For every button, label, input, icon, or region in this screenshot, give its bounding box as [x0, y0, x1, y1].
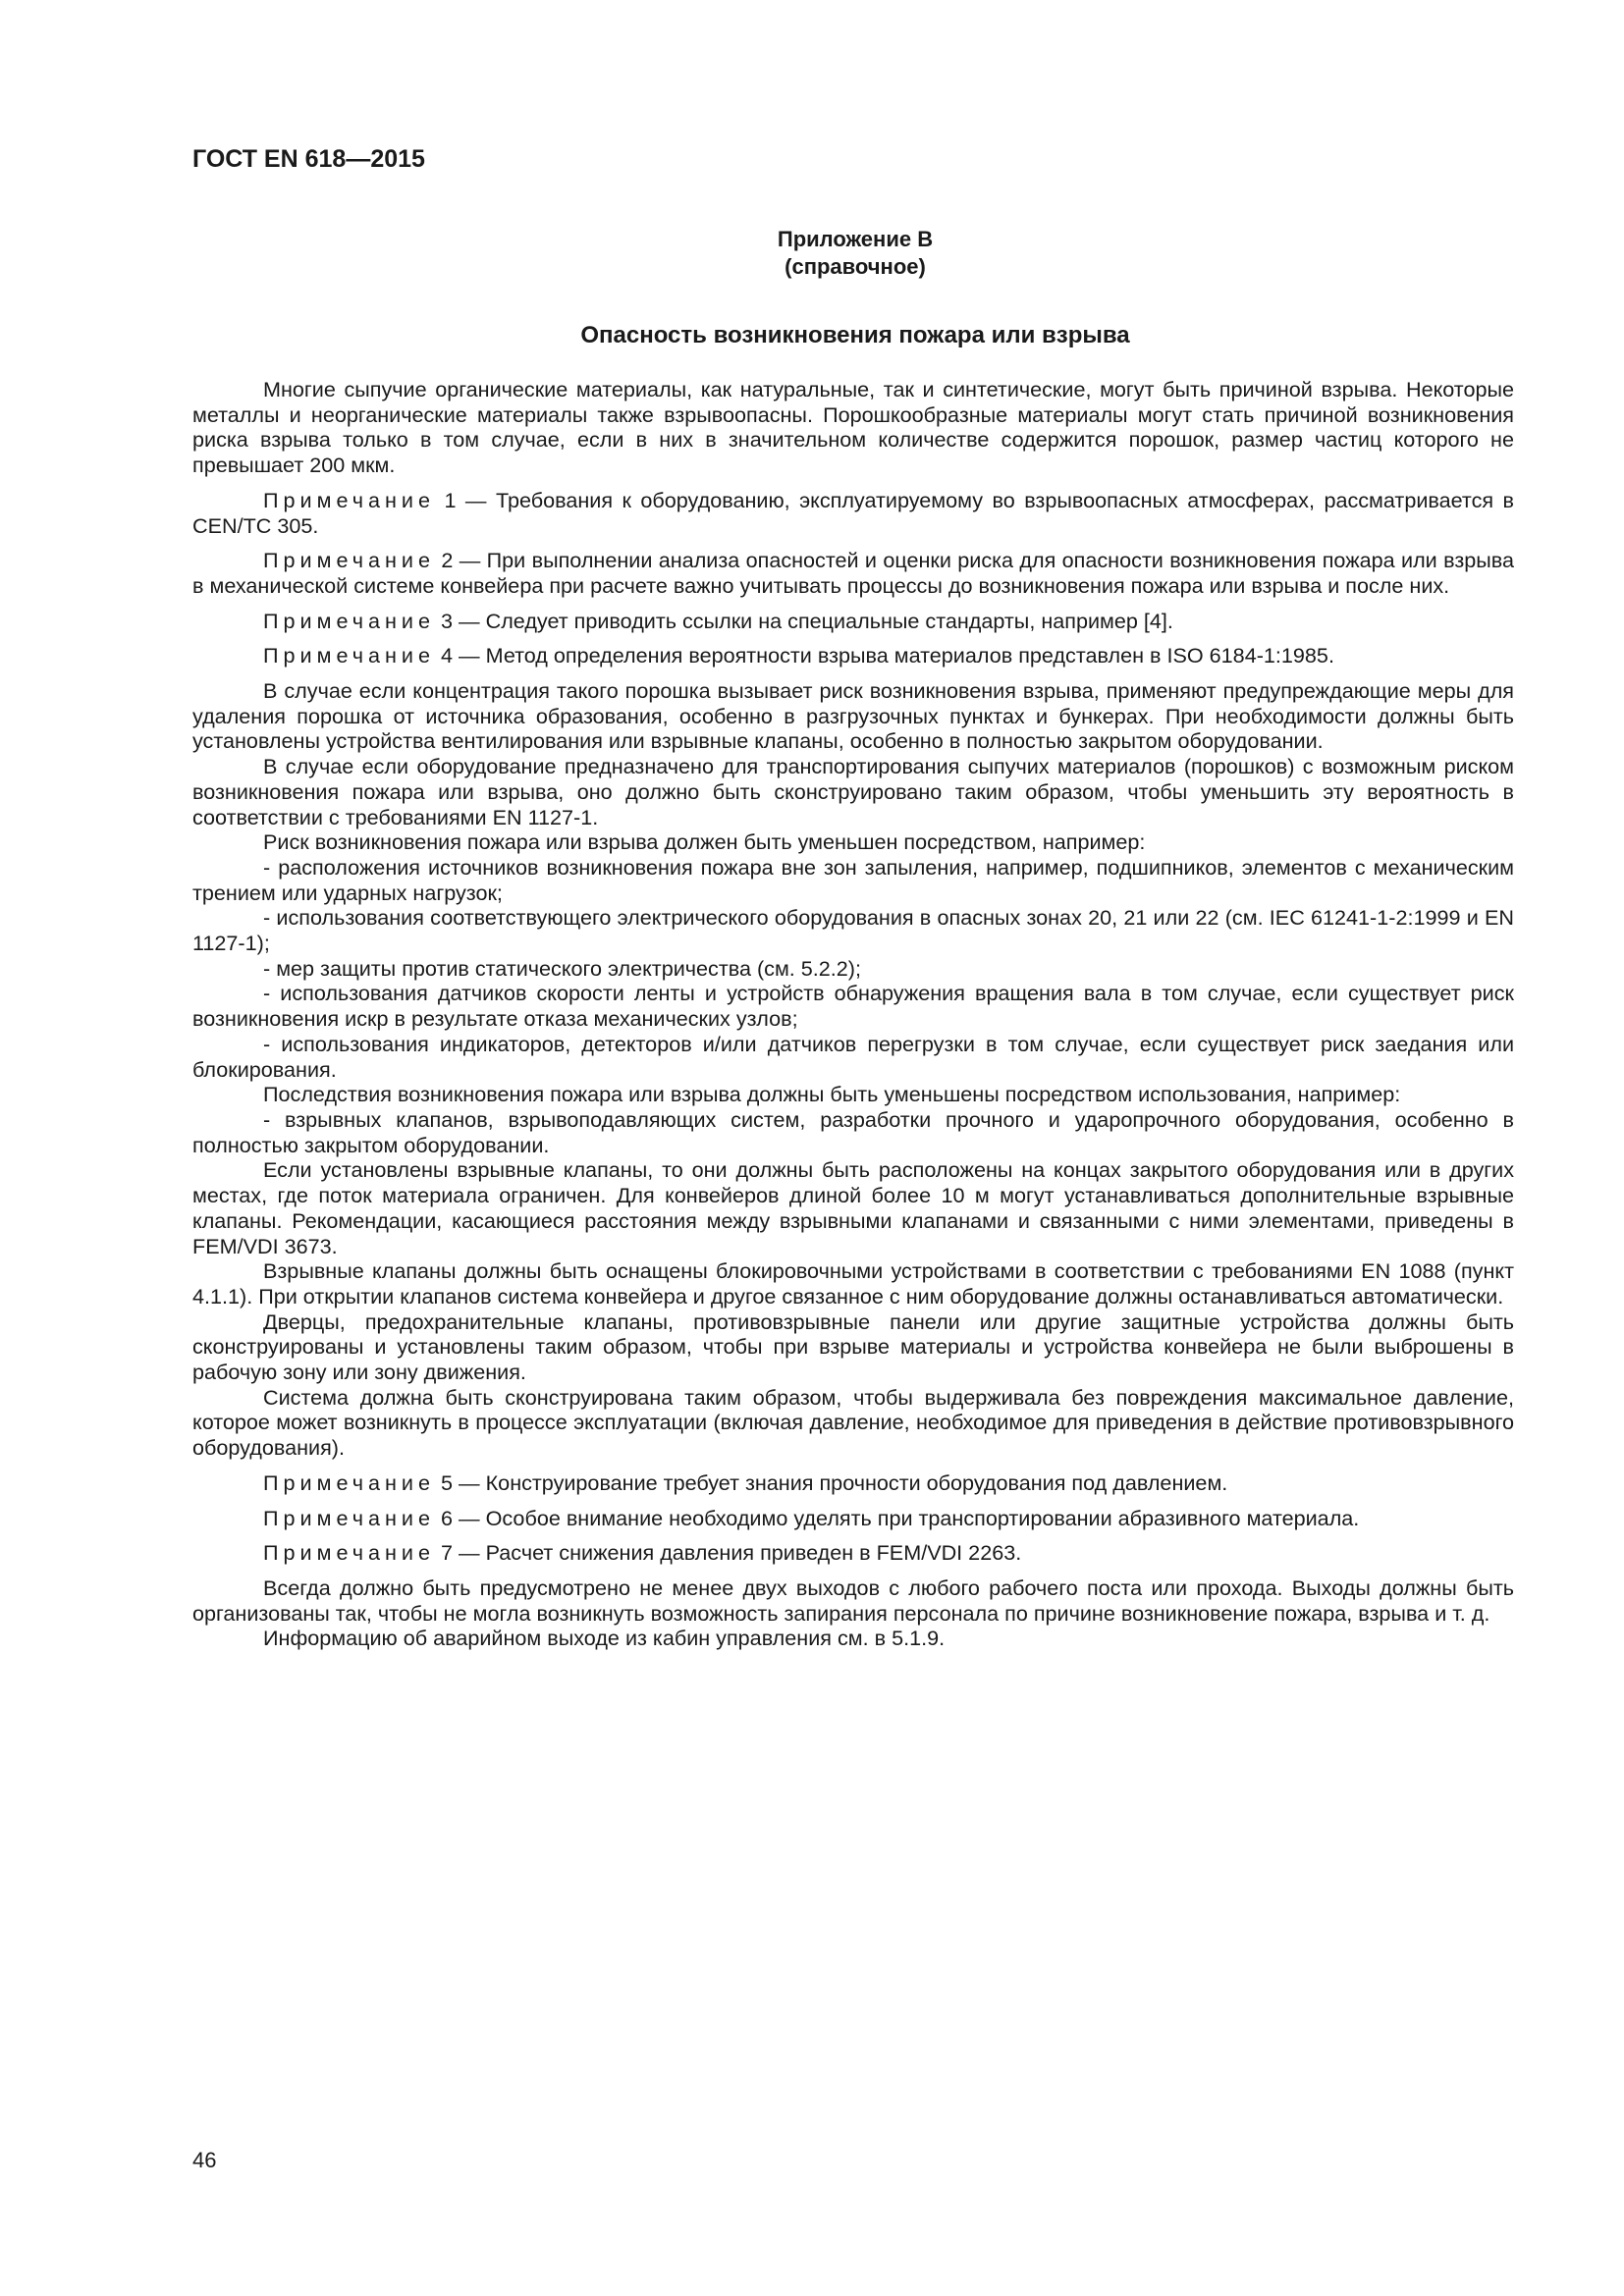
document-code: ГОСТ EN 618—2015: [192, 145, 425, 173]
paragraph: Система должна быть сконструирована таким образом, чтобы выдерживала без повреждения максимальное давление, которое может возникнуть в процессе эксплуатации (включая давление, необходимое для приведения в действие противовзрывного оборудования).: [192, 1384, 1514, 1461]
note: Примечание 7 — Расчет снижения давления приведен в FEM/VDI 2263.: [263, 1540, 1022, 1566]
paragraph: Информацию об аварийном выходе из кабин управления см. в 5.1.9.: [263, 1626, 946, 1651]
annex-title: Опасность возникновения пожара или взрыва: [580, 322, 1130, 348]
document-page: [192, 145, 1518, 2236]
note-label: Примечание: [263, 548, 435, 573]
paragraph: В случае если оборудование предназначено для транспортирования сыпучих материалов (порошков) с возможным риском возникновения пожара или взрыва, оно должно быть сконструировано таким образом, чтобы уменьшить эту вероятность в соответствии с требованиями EN 1127-1.: [192, 754, 1514, 829]
paragraph: Многие сыпучие органические материалы, как натуральные, так и синтетические, могут быть причиной взрыва. Некоторые металлы и неорганические материалы также взрывоопасны. Порошкообразные материалы могут стать причиной возникновения риска взрыва только в том случае, если в них в значительном количестве содержится порошок, размер частиц которого не превышает 200 мкм.: [192, 377, 1514, 478]
note-label: Примечание: [263, 608, 435, 633]
paragraph: В случае если концентрация такого порошка вызывает риск возникновения взрыва, применяют предупреждающие меры для удаления порошка от источника образования, особенно в разгрузочных пунктах и бункерах. При необходимости должны быть установлены устройства вентилирования или взрывные клапаны, особенно в полностью закрытом оборудовании.: [192, 678, 1514, 754]
paragraph: Дверцы, предохранительные клапаны, противовзрывные панели или другие защитные устройства должны быть сконструированы и установлены таким образом, чтобы при взрыве материалы и устройства конвейера не были выброшены в рабочую зону или зону движения.: [192, 1308, 1514, 1385]
list-item: - расположения источников возникновения пожара вне зон запыления, например, подшипников, элементов с механическим трением или ударных нагрузок;: [192, 854, 1514, 905]
note: Примечание 1 — Требования к оборудованию, эксплуатируемому во взрывоопасных атмосферах, рассматривается в CEN/TC 305.: [192, 487, 1514, 538]
paragraph: Если установлены взрывные клапаны, то они должны быть расположены на концах закрытого оборудования или в других местах, где поток материала ограничен. Для конвейеров длиной более 10 м могут устанавливаться дополнительные взрывные клапаны. Рекомендации, касающиеся расстояния между взрывными клапанами и связанными с ними элементами, приведены в FEM/VDI 3673.: [192, 1157, 1514, 1258]
list-item: - использования датчиков скорости ленты и устройств обнаружения вращения вала в том случае, если существует риск возникновения искр в результате отказа механических узлов;: [192, 981, 1514, 1032]
note: Примечание 4 — Метод определения вероятности взрыва материалов представлен в ISO 6184-1:1985.: [263, 643, 1334, 668]
body-text: [192, 377, 1514, 1651]
paragraph: Риск возникновения пожара или взрыва должен быть уменьшен посредством, например:: [263, 829, 1146, 855]
note-label: Примечание: [263, 1540, 435, 1566]
note-label: Примечание: [263, 487, 435, 512]
annex-label: Приложение В: [777, 227, 934, 251]
note-label: Примечание: [263, 1505, 435, 1530]
note: Примечание 3 — Следует приводить ссылки на специальные стандарты, например [4].: [263, 608, 1173, 633]
paragraph: Всегда должно быть предусмотрено не менее двух выходов с любого рабочего поста или прохода. Выходы должны быть организованы так, чтобы не могла возникнуть возможность запирания персонала по причине возникновение пожара, взрыва и т. д.: [192, 1575, 1514, 1626]
note-label: Примечание: [263, 643, 435, 668]
list-item: - использования индикаторов, детекторов и/или датчиков перегрузки в том случае, если существует риск заедания или блокирования.: [192, 1031, 1514, 1082]
page-number: 46: [192, 2148, 217, 2172]
paragraph: Последствия возникновения пожара или взрыва должны быть уменьшены посредством использования, например:: [263, 1082, 1401, 1107]
annex-type: (справочное): [785, 254, 926, 279]
list-item: - взрывных клапанов, взрывоподавляющих систем, разработки прочного и ударопрочного оборудования, особенно в полностью закрытом оборудовании.: [192, 1106, 1514, 1157]
list-item: - мер защиты против статического электричества (см. 5.2.2);: [263, 955, 862, 981]
note-label: Примечание: [263, 1469, 435, 1495]
list-item: - использования соответствующего электрического оборудования в опасных зонах 20, 21 или 22 (см. IEC 61241-1-2:1999 и EN 1127-1);: [192, 905, 1514, 956]
note: Примечание 5 — Конструирование требует знания прочности оборудования под давлением.: [263, 1469, 1228, 1495]
annex-heading: [192, 226, 1518, 281]
note: Примечание 2 — При выполнении анализа опасностей и оценки риска для опасности возникновения пожара или взрыва в механической системе конвейера при расчете важно учитывать процессы до возникновения пожара или взрыва и после них.: [192, 548, 1514, 598]
note: Примечание 6 — Особое внимание необходимо уделять при транспортировании абразивного материала.: [263, 1505, 1360, 1530]
paragraph: Взрывные клапаны должны быть оснащены блокировочными устройствами в соответствии с требованиями EN 1088 (пункт 4.1.1). При открытии клапанов система конвейера и другое связанное с ним оборудование должны останавливаться автоматически.: [192, 1258, 1514, 1308]
